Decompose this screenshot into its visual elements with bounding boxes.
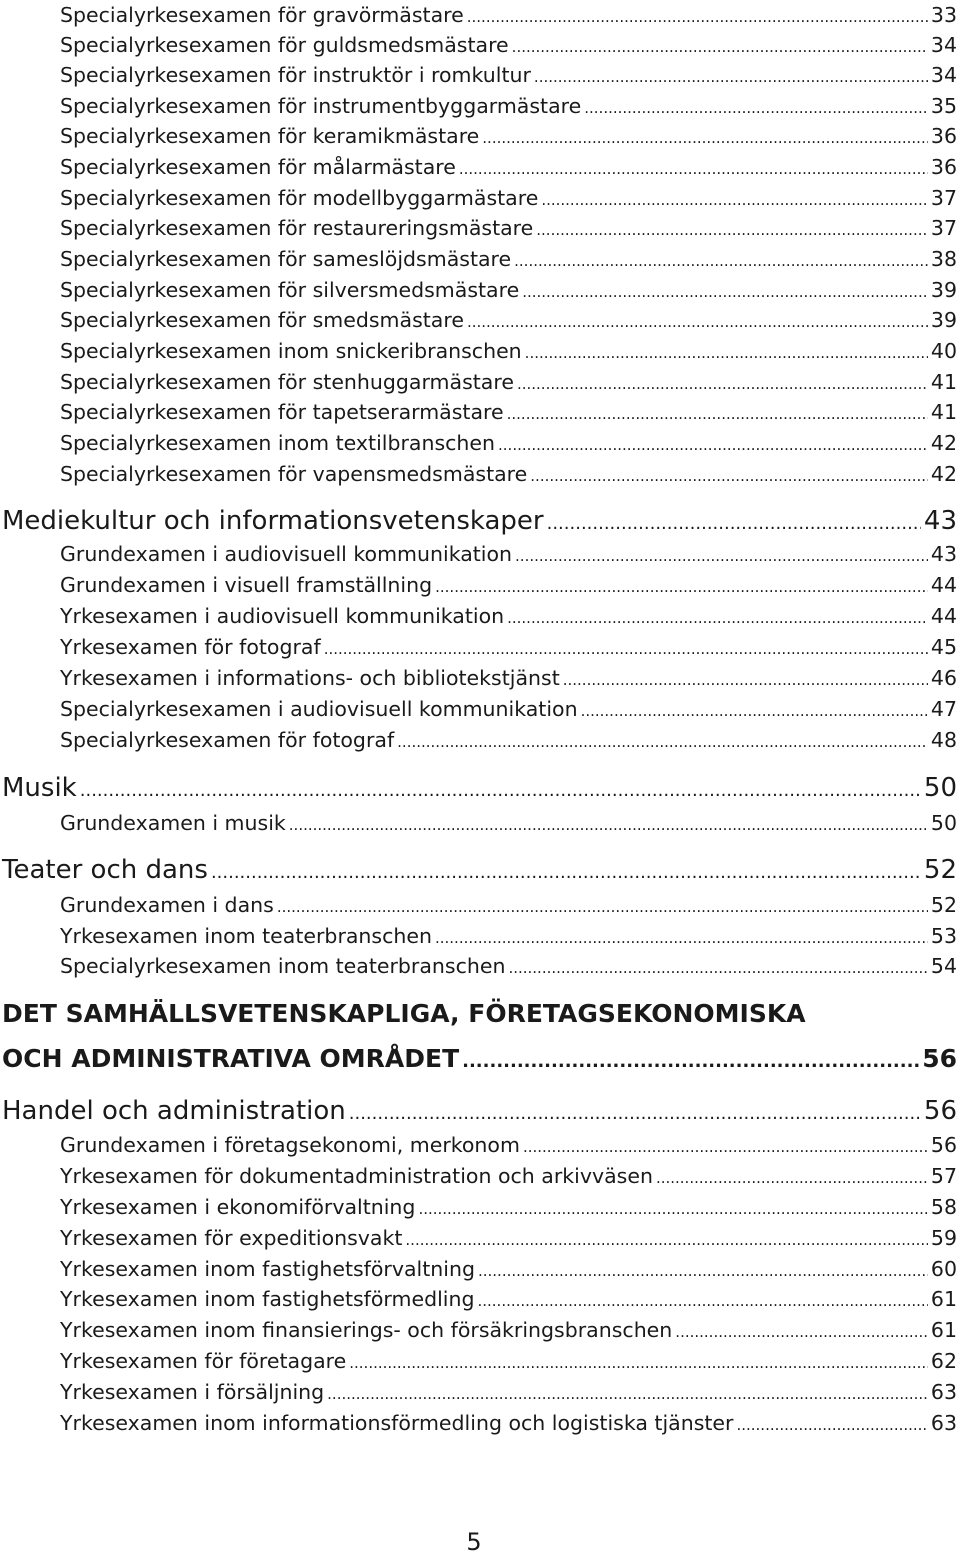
toc-entry-page: 44 — [930, 604, 957, 628]
toc-entry-page: 37 — [930, 186, 957, 210]
toc-entry-sub — [60, 601, 957, 631]
toc-entry-title: Specialyrkesexamen för modellbyggarmästare — [60, 186, 539, 210]
toc-entry-sub — [60, 275, 957, 305]
toc-leader-dots — [514, 246, 928, 276]
toc-leader-dots — [327, 1379, 928, 1409]
toc-entry-title: Handel och administration — [2, 1096, 346, 1126]
toc-leader-dots — [736, 1410, 927, 1440]
toc-entry-title: Yrkesexamen i informations- och bibliotekstjänst — [60, 666, 560, 690]
toc-entry-page: 61 — [930, 1287, 957, 1311]
toc-entry-page: 35 — [930, 94, 957, 118]
toc-entry-page: 34 — [930, 63, 957, 87]
toc-entry-title: Yrkesexamen för fotograf — [60, 635, 321, 659]
toc-entry-major — [2, 1040, 957, 1078]
toc-leader-dots — [515, 541, 928, 571]
toc-entry-title: Specialyrkesexamen inom textilbranschen — [60, 431, 496, 455]
toc-entry-page: 41 — [930, 400, 957, 424]
toc-entry-main — [2, 503, 957, 539]
toc-entry-title: Yrkesexamen för dokumentadministration och arkivväsen — [60, 1164, 653, 1188]
toc-entry-page: 60 — [930, 1257, 957, 1281]
toc-entry-main — [2, 1093, 957, 1129]
toc-entry-sub — [60, 1377, 957, 1407]
toc-entry-title: Yrkesexamen i försäljning — [60, 1380, 325, 1404]
toc-entry-page: 34 — [930, 33, 957, 57]
toc-entry-sub — [60, 1192, 957, 1222]
toc-leader-dots — [536, 215, 928, 245]
toc-entry-page: 52 — [923, 855, 957, 885]
toc-leader-dots — [512, 32, 928, 62]
toc-entry-sub — [60, 91, 957, 121]
toc-entry-page: 57 — [930, 1164, 957, 1188]
toc-leader-dots — [656, 1163, 928, 1193]
toc-leader-dots — [467, 307, 928, 337]
toc-entry-page: 36 — [930, 155, 957, 179]
toc-entry-sub — [60, 921, 957, 951]
toc-entry-sub — [60, 1284, 957, 1314]
toc-leader-dots — [534, 62, 928, 92]
toc-entry-title: Specialyrkesexamen för fotograf — [60, 728, 395, 752]
toc-leader-dots — [525, 338, 928, 368]
toc-entry-title: Specialyrkesexamen inom snickeribranschen — [60, 339, 522, 363]
toc-leader-dots — [477, 1286, 927, 1316]
toc-entry-sub — [60, 570, 957, 600]
toc-entry-page: 44 — [930, 573, 957, 597]
toc-entry-title: Grundexamen i företagsekonomi, merkonom — [60, 1133, 520, 1157]
toc-entry-title: Specialyrkesexamen för keramikmästare — [60, 124, 480, 148]
toc-entry-page: 43 — [923, 506, 957, 536]
toc-entry-sub — [60, 725, 957, 755]
toc-entry-title: Grundexamen i dans — [60, 893, 274, 917]
toc-entry-sub — [60, 808, 957, 838]
toc-leader-dots — [482, 123, 928, 153]
toc-entry-page: 36 — [930, 124, 957, 148]
toc-entry-title: Yrkesexamen inom fastighetsförmedling — [60, 1287, 475, 1311]
toc-entry-page: 62 — [930, 1349, 957, 1373]
toc-entry-sub — [60, 428, 957, 458]
toc-leader-dots — [405, 1225, 928, 1255]
toc-entry-page: 40 — [930, 339, 957, 363]
toc-entry-title: Yrkesexamen för företagare — [60, 1349, 347, 1373]
toc-entry-page: 56 — [930, 1133, 957, 1157]
toc-entry-title: Specialyrkesexamen för instruktör i romkultur — [60, 63, 531, 87]
toc-entry-page: 37 — [930, 216, 957, 240]
toc-leader-dots — [80, 773, 921, 809]
toc-entry-page: 50 — [930, 811, 957, 835]
toc-entry-page: 38 — [930, 247, 957, 271]
toc-leader-dots — [563, 665, 928, 695]
toc-entry-title: Specialyrkesexamen för vapensmedsmästare — [60, 462, 528, 486]
toc-leader-dots — [508, 953, 927, 983]
toc-leader-dots — [435, 572, 928, 602]
toc-entry-sub — [60, 632, 957, 662]
toc-entry-page: 48 — [930, 728, 957, 752]
toc-leader-dots — [462, 1043, 919, 1081]
toc-leader-dots — [211, 855, 921, 891]
toc-entry-title: DET SAMHÄLLSVETENSKAPLIGA, FÖRETAGSEKONOMISKA — [2, 999, 806, 1028]
toc-entry-main — [2, 852, 957, 888]
toc-leader-dots — [675, 1317, 928, 1347]
toc-entry-sub — [60, 367, 957, 397]
toc-entry-sub — [60, 0, 957, 30]
toc-entry-page: 46 — [930, 666, 957, 690]
page-number: 5 — [466, 1528, 482, 1556]
toc-entry-page: 61 — [930, 1318, 957, 1342]
toc-leader-dots — [349, 1096, 921, 1132]
toc-entry-page: 50 — [923, 773, 957, 803]
toc-entry-page: 39 — [930, 308, 957, 332]
toc-leader-dots — [435, 923, 928, 953]
toc-entry-title: Yrkesexamen inom informationsförmedling och logistiska tjänster — [60, 1411, 734, 1435]
toc-entry-sub — [60, 694, 957, 724]
toc-entry-title: Yrkesexamen i audiovisuell kommunikation — [60, 604, 505, 628]
toc-leader-dots — [498, 430, 928, 460]
toc-entry-title: Specialyrkesexamen för gravörmästare — [60, 3, 464, 27]
toc-entry-title: Specialyrkesexamen för smedsmästare — [60, 308, 464, 332]
toc-entry-page: 53 — [930, 924, 957, 948]
toc-entry-sub — [60, 1223, 957, 1253]
toc-entry-page: 47 — [930, 697, 957, 721]
toc-entry-page: 33 — [930, 3, 957, 27]
toc-entry-page: 56 — [923, 1096, 957, 1126]
toc-leader-dots — [349, 1348, 928, 1378]
toc-entry-title: Specialyrkesexamen för silversmedsmästare — [60, 278, 520, 302]
toc-entry-sub — [60, 1346, 957, 1376]
toc-entry-page: 56 — [922, 1044, 957, 1073]
toc-leader-dots — [523, 1132, 928, 1162]
toc-entry-title: OCH ADMINISTRATIVA OMRÅDET — [2, 1044, 460, 1073]
toc-entry-page: 45 — [930, 635, 957, 659]
toc-entry-title: Mediekultur och informationsvetenskaper — [2, 506, 544, 536]
toc-entry-sub — [60, 152, 957, 182]
toc-entry-title: Teater och dans — [2, 855, 208, 885]
toc-entry-main — [2, 770, 957, 806]
toc-entry-title: Yrkesexamen i ekonomiförvaltning — [60, 1195, 416, 1219]
toc-entry-title: Specialyrkesexamen för sameslöjdsmästare — [60, 247, 512, 271]
toc-leader-dots — [459, 154, 928, 184]
toc-entry-sub — [60, 890, 957, 920]
toc-leader-dots — [522, 277, 928, 307]
toc-entry-title: Musik — [2, 773, 77, 803]
toc-entry-page: 39 — [930, 278, 957, 302]
toc-leader-dots — [478, 1256, 928, 1286]
toc-leader-dots — [324, 634, 928, 664]
toc-entry-sub — [60, 1161, 957, 1191]
toc-entry-sub — [60, 1254, 957, 1284]
toc-entry-title: Yrkesexamen för expeditionsvakt — [60, 1226, 403, 1250]
toc-leader-dots — [277, 892, 928, 922]
toc-entry-page: 42 — [930, 431, 957, 455]
toc-leader-dots — [289, 810, 928, 840]
toc-entry-title: Grundexamen i audiovisuell kommunikation — [60, 542, 513, 566]
toc-entry-sub — [60, 539, 957, 569]
toc-entry-sub — [60, 30, 957, 60]
toc-entry-title: Yrkesexamen inom finansierings- och försäkringsbranschen — [60, 1318, 673, 1342]
toc-entry-title: Yrkesexamen inom fastighetsförvaltning — [60, 1257, 475, 1281]
toc-entry-page: 43 — [930, 542, 957, 566]
toc-entry-title: Yrkesexamen inom teaterbranschen — [60, 924, 432, 948]
toc-entry-sub — [60, 1408, 957, 1438]
toc-entry-page: 42 — [930, 462, 957, 486]
toc-entry-sub — [60, 244, 957, 274]
toc-entry-title: Grundexamen i musik — [60, 811, 286, 835]
toc-leader-dots — [418, 1194, 927, 1224]
toc-leader-dots — [507, 399, 928, 429]
toc-entry-title: Specialyrkesexamen för instrumentbyggarmästare — [60, 94, 582, 118]
toc-entry-page: 58 — [930, 1195, 957, 1219]
toc-entry-page: 59 — [930, 1226, 957, 1250]
toc-entry-sub — [60, 951, 957, 981]
toc-leader-dots — [541, 185, 928, 215]
toc-entry-title: Specialyrkesexamen för målarmästare — [60, 155, 456, 179]
toc-entry-sub — [60, 663, 957, 693]
toc-leader-dots — [517, 369, 928, 399]
toc-entry-sub — [60, 397, 957, 427]
toc-entry-sub — [60, 336, 957, 366]
toc-leader-dots — [530, 461, 928, 491]
toc-entry-title: Specialyrkesexamen för tapetserarmästare — [60, 400, 504, 424]
toc-leader-dots — [397, 727, 928, 757]
toc-leader-dots — [467, 2, 928, 32]
toc-entry-sub — [60, 121, 957, 151]
toc-entry-title: Specialyrkesexamen för guldsmedsmästare — [60, 33, 509, 57]
toc-entry-majorline — [2, 995, 957, 1033]
toc-entry-page: 63 — [930, 1411, 957, 1435]
toc-entry-sub — [60, 1315, 957, 1345]
toc-entry-sub — [60, 213, 957, 243]
toc-entry-sub — [60, 1130, 957, 1160]
toc-leader-dots — [584, 93, 928, 123]
toc-leader-dots — [507, 603, 928, 633]
toc-entry-title: Grundexamen i visuell framställning — [60, 573, 433, 597]
toc-entry-title: Specialyrkesexamen i audiovisuell kommunikation — [60, 697, 578, 721]
toc-entry-sub — [60, 183, 957, 213]
toc-entry-page: 41 — [930, 370, 957, 394]
toc-leader-dots — [581, 696, 928, 726]
toc-entry-title: Specialyrkesexamen inom teaterbranschen — [60, 954, 506, 978]
toc-entry-sub — [60, 305, 957, 335]
toc-entry-title: Specialyrkesexamen för restaureringsmästare — [60, 216, 534, 240]
toc-entry-page: 54 — [930, 954, 957, 978]
toc-entry-page: 52 — [930, 893, 957, 917]
toc-entry-page: 63 — [930, 1380, 957, 1404]
toc-entry-title: Specialyrkesexamen för stenhuggarmästare — [60, 370, 514, 394]
toc-entry-sub — [60, 459, 957, 489]
toc-leader-dots — [547, 506, 921, 542]
toc-entry-sub — [60, 60, 957, 90]
